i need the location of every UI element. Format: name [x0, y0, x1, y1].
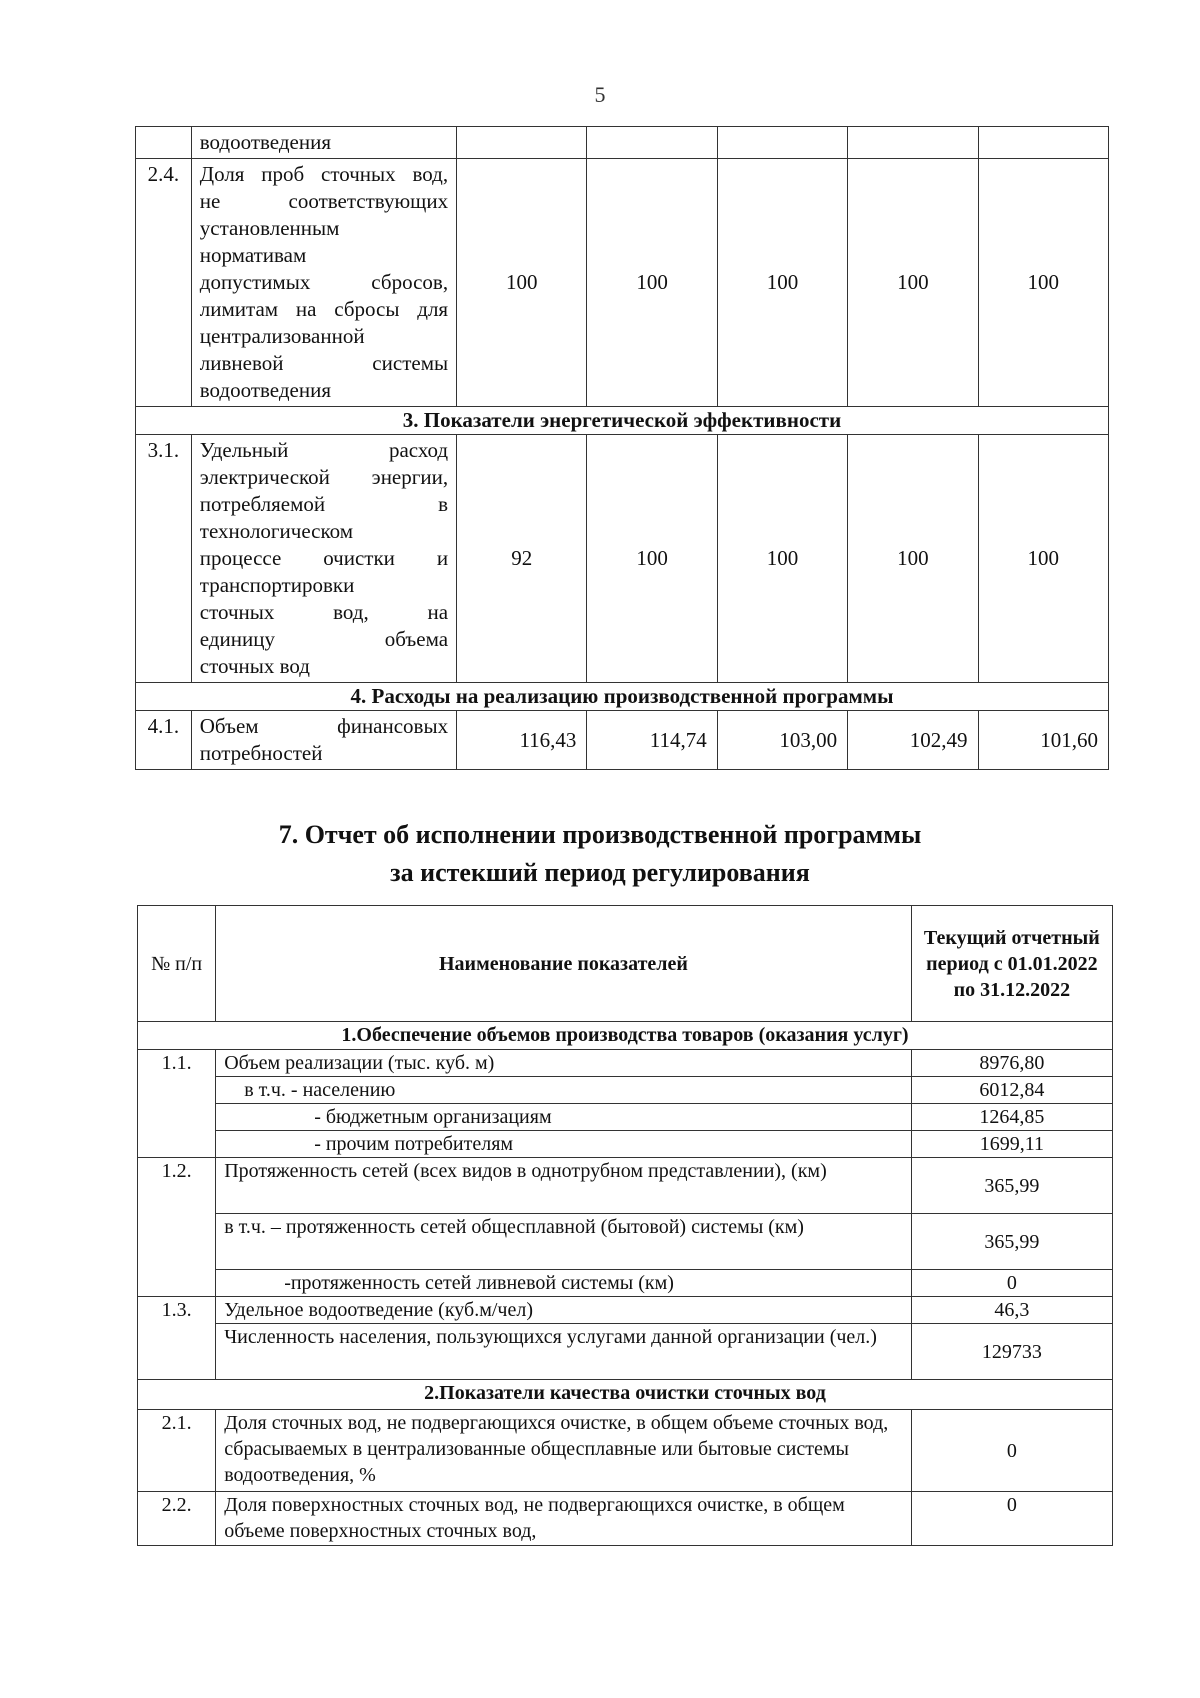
- indicator-name: Объем финансовых потребностей: [191, 711, 456, 770]
- indicator-name: - бюджетным организациям: [216, 1104, 912, 1131]
- table-row: [138, 1131, 1113, 1158]
- value-cell: 116,43: [457, 711, 587, 770]
- value-cell: 46,3: [911, 1297, 1112, 1324]
- header-name: Наименование показателей: [216, 906, 912, 1022]
- table-row: [138, 1050, 1113, 1077]
- report-table: [137, 905, 1113, 1546]
- value-cell: 92: [457, 435, 587, 683]
- header-period: Текущий отчетный период с 01.01.2022 по 31.12.2022: [911, 906, 1112, 1022]
- table-row: [138, 1297, 1113, 1324]
- row-number: 3.1.: [136, 435, 192, 683]
- table-row: [138, 1214, 1113, 1270]
- value-cell: 100: [587, 435, 717, 683]
- header-number: № п/п: [138, 906, 216, 1022]
- value-cell: 101,60: [978, 711, 1108, 770]
- page-number: 5: [594, 82, 606, 107]
- value-cell: 0: [911, 1270, 1112, 1297]
- value-cell: 100: [978, 159, 1108, 407]
- table-row: [136, 127, 1109, 159]
- table-row: [138, 1104, 1113, 1131]
- value-cell: 100: [587, 159, 717, 407]
- indicator-name: Доля проб сточных вод, не соответствующих установленным нормативам допустимых сбросов, лимитам на сбросы для централизованной ливневой системы водоотведения: [191, 159, 456, 407]
- value-cell: 1699,11: [911, 1131, 1112, 1158]
- value-cell: 0: [911, 1492, 1112, 1546]
- section-heading: [0, 816, 1200, 892]
- indicator-name: Протяженность сетей (всех видов в однотрубном представлении), (км): [216, 1158, 912, 1214]
- value-cell: 365,99: [911, 1158, 1112, 1214]
- indicator-name: Доля поверхностных сточных вод, не подвергающихся очистке, в общем объеме поверхностных сточных вод,: [216, 1492, 912, 1546]
- row-number: 1.2.: [138, 1158, 216, 1297]
- indicator-name: в т.ч. - населению: [216, 1077, 912, 1104]
- row-number: 1.3.: [138, 1297, 216, 1380]
- indicator-name: Объем реализации (тыс. куб. м): [216, 1050, 912, 1077]
- indicator-name: водоотведения: [191, 127, 456, 159]
- value-cell: 1264,85: [911, 1104, 1112, 1131]
- value-cell: 102,49: [848, 711, 978, 770]
- heading-line-1: 7. Отчет об исполнении производственной программы: [278, 820, 922, 849]
- value-cell: 100: [717, 435, 847, 683]
- value-cell: 103,00: [717, 711, 847, 770]
- indicator-name: Доля сточных вод, не подвергающихся очистке, в общем объеме сточных вод, сбрасываемых в централизованные общесплавные или бытовые системы водоотведения, %: [216, 1410, 912, 1492]
- row-number: 2.4.: [136, 159, 192, 407]
- value-cell: 100: [978, 435, 1108, 683]
- value-cell: 365,99: [911, 1214, 1112, 1270]
- indicator-name: в т.ч. – протяженность сетей общесплавной (бытовой) системы (км): [216, 1214, 912, 1270]
- value-cell: 100: [848, 159, 978, 407]
- section-header: 2.Показатели качества очистки сточных вод: [138, 1380, 1113, 1410]
- table-row: [138, 1077, 1113, 1104]
- row-number: 1.1.: [138, 1050, 216, 1158]
- indicator-name: Удельное водоотведение (куб.м/чел): [216, 1297, 912, 1324]
- table-row: [138, 1270, 1113, 1297]
- table-row: [136, 435, 1109, 683]
- section-header: 3. Показатели энергетической эффективности: [136, 407, 1109, 435]
- row-number: 4.1.: [136, 711, 192, 770]
- table-row: [138, 1492, 1113, 1546]
- heading-line-2: за истекший период регулирования: [390, 858, 810, 887]
- row-number: 2.1.: [138, 1410, 216, 1492]
- value-cell: 8976,80: [911, 1050, 1112, 1077]
- value-cell: 100: [848, 435, 978, 683]
- table-row: [138, 1410, 1113, 1492]
- value-cell: 129733: [911, 1324, 1112, 1380]
- table-row: [138, 1158, 1113, 1214]
- row-number: [136, 127, 192, 159]
- value-cell: 0: [911, 1410, 1112, 1492]
- value-cell: 100: [717, 159, 847, 407]
- value-cell: 100: [457, 159, 587, 407]
- header-row: [138, 906, 1113, 1022]
- table-row: [136, 711, 1109, 770]
- table-row: [136, 159, 1109, 407]
- indicator-name: - прочим потребителям: [216, 1131, 912, 1158]
- indicator-name: -протяженность сетей ливневой системы (км): [216, 1270, 912, 1297]
- value-cell: 6012,84: [911, 1077, 1112, 1104]
- indicator-name: Удельный расход электрической энергии, потребляемой в технологическом процессе очистки и транспортировки сточных вод, на единицу объема сточных вод: [191, 435, 456, 683]
- section-header: 4. Расходы на реализацию производственной программы: [136, 683, 1109, 711]
- value-cell: 114,74: [587, 711, 717, 770]
- indicator-name: Численность населения, пользующихся услугами данной организации (чел.): [216, 1324, 912, 1380]
- table-row: [138, 1324, 1113, 1380]
- section-header: 1.Обеспечение объемов производства товаров (оказания услуг): [138, 1022, 1113, 1050]
- performance-table: [135, 126, 1109, 770]
- row-number: 2.2.: [138, 1492, 216, 1546]
